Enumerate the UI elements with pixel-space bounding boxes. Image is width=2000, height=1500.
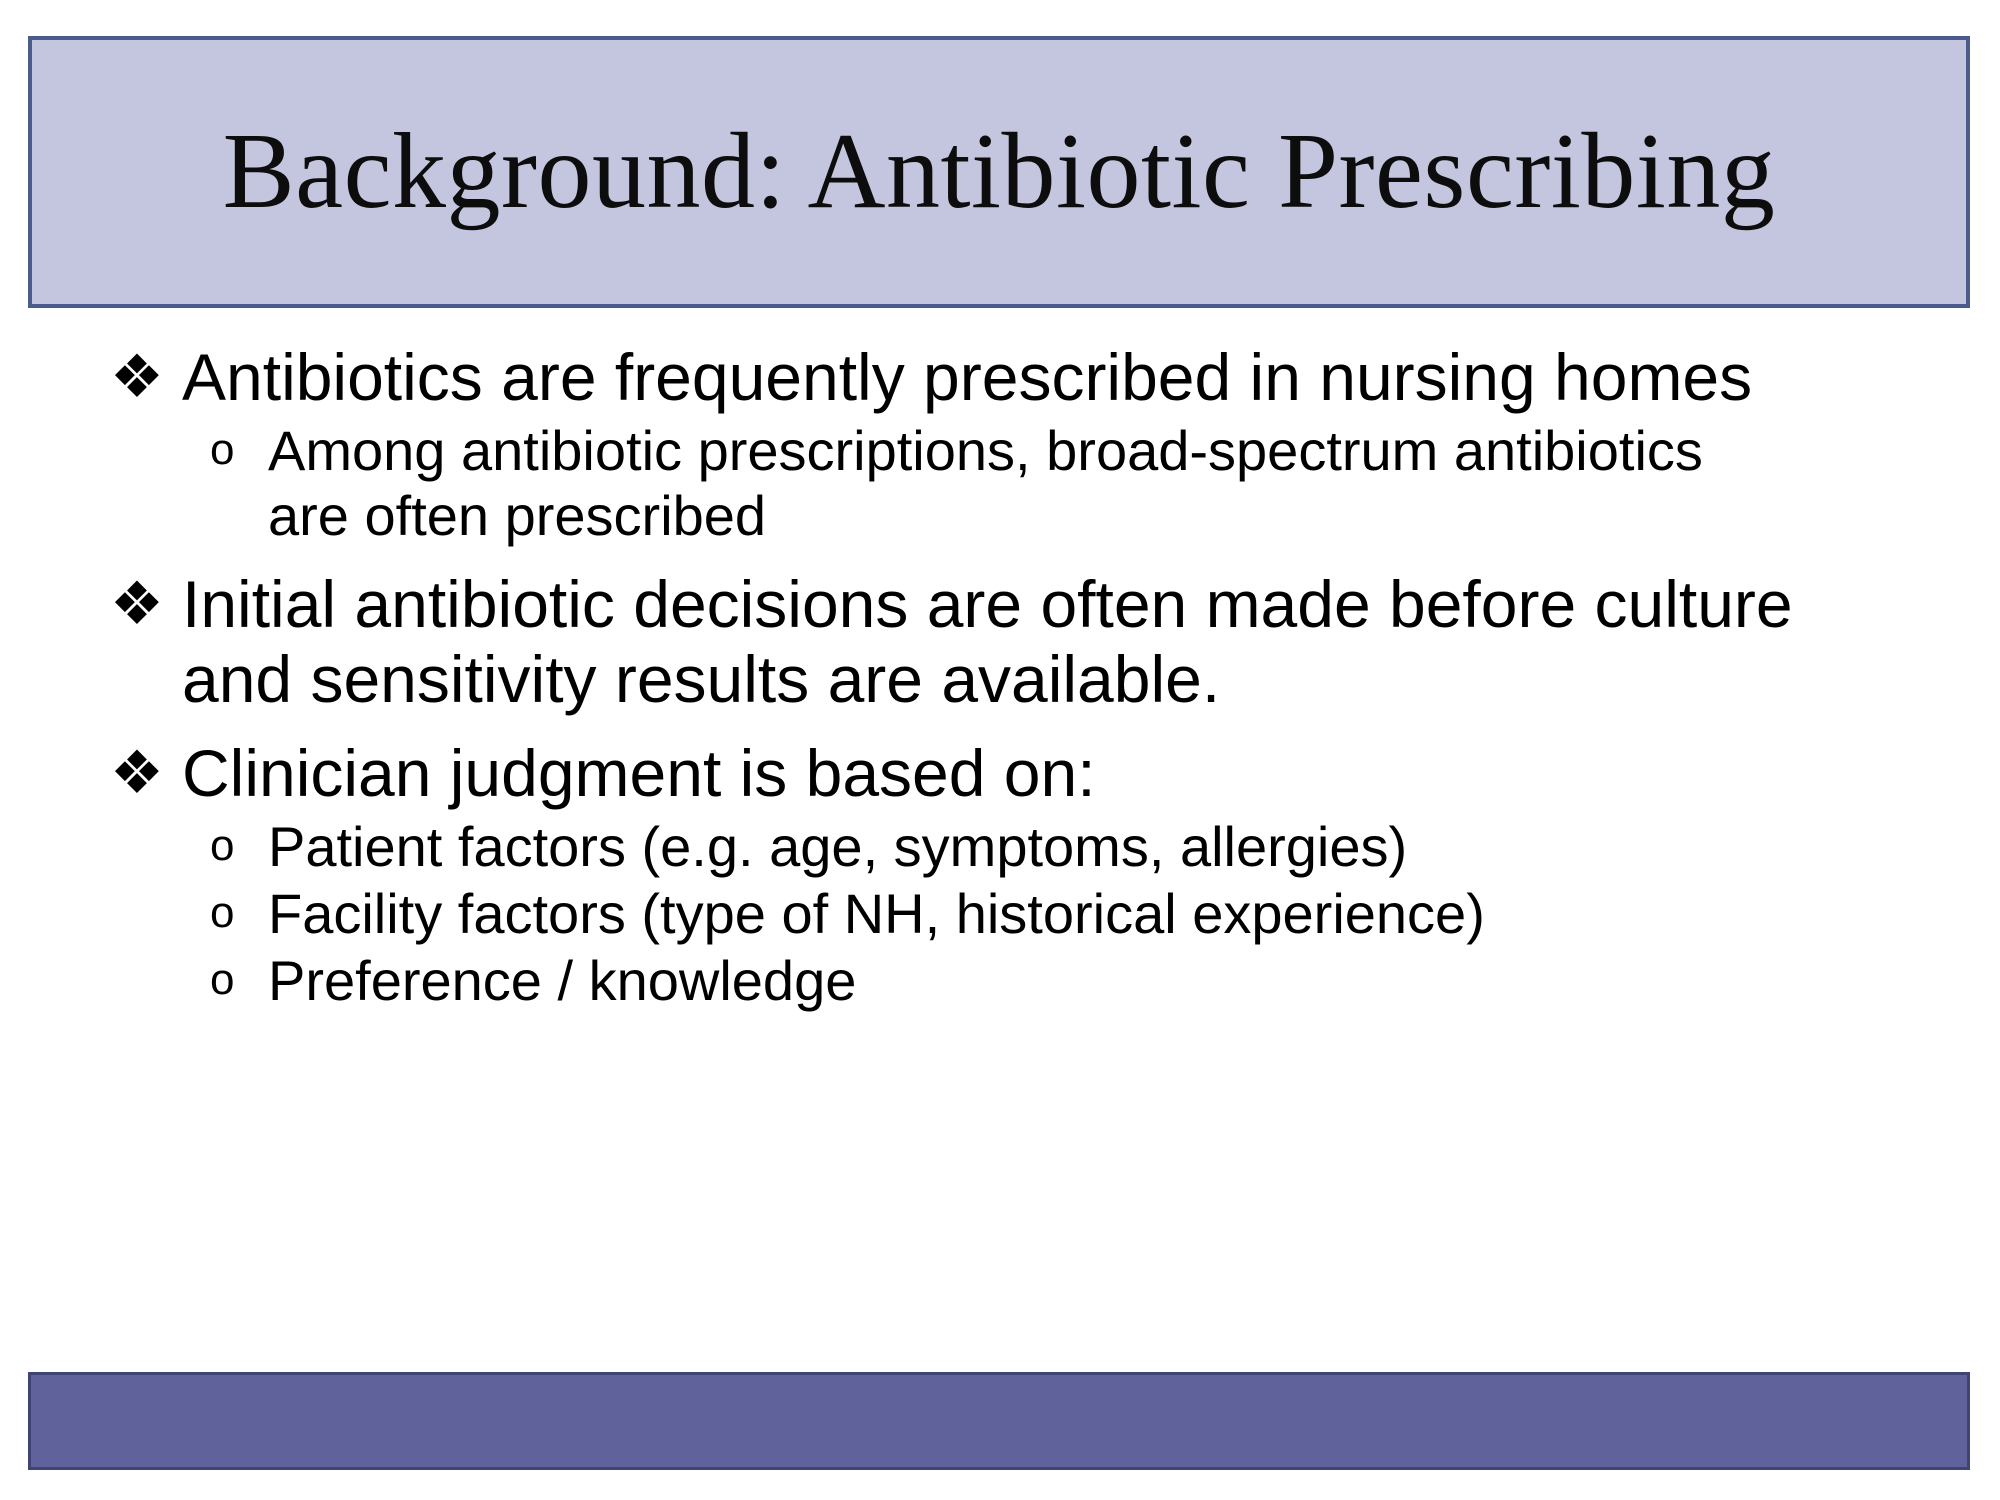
bullet-level1: [110, 567, 1940, 717]
circle-bullet-icon: o: [210, 954, 235, 1004]
page-title: Background: Antibiotic Prescribing: [222, 112, 1776, 232]
slide-body: [110, 340, 1940, 1032]
bullet-level1: [110, 340, 1940, 415]
circle-bullet-icon: o: [210, 887, 235, 937]
circle-bullet-icon: o: [210, 425, 235, 475]
bullet-text: Facility factors (type of NH, historical experience): [268, 881, 1485, 945]
bullet-text: Preference / knowledge: [268, 948, 857, 1012]
slide-title-bar: [28, 36, 1970, 308]
circle-bullet-icon: o: [210, 820, 235, 870]
bullet-text: Clinician judgment is based on:: [182, 735, 1096, 810]
diamond-bullet-icon: ❖: [110, 738, 164, 806]
slide-footer-bar: [28, 1372, 1970, 1470]
bullet-text: Antibiotics are frequently prescribed in nursing homes: [182, 340, 1753, 414]
bullet-level2: [210, 815, 1940, 880]
bullet-level2: [210, 882, 1940, 947]
bullet-text: Initial antibiotic decisions are often made before culture and sensitivity results are available.: [182, 567, 1793, 717]
bullet-group-3: [110, 736, 1940, 1014]
bullet-text: Patient factors (e.g. age, symptoms, allergies): [268, 814, 1408, 878]
bullet-group-2: [110, 567, 1940, 717]
bullet-level1: [110, 736, 1940, 811]
bullet-level2: [210, 419, 1940, 549]
diamond-bullet-icon: ❖: [110, 343, 164, 410]
bullet-level2: [210, 949, 1940, 1014]
diamond-bullet-icon: ❖: [110, 570, 164, 638]
bullet-group-1: [110, 340, 1940, 549]
bullet-text: Among antibiotic prescriptions, broad-spectrum antibiotics are often prescribed: [268, 419, 1703, 548]
